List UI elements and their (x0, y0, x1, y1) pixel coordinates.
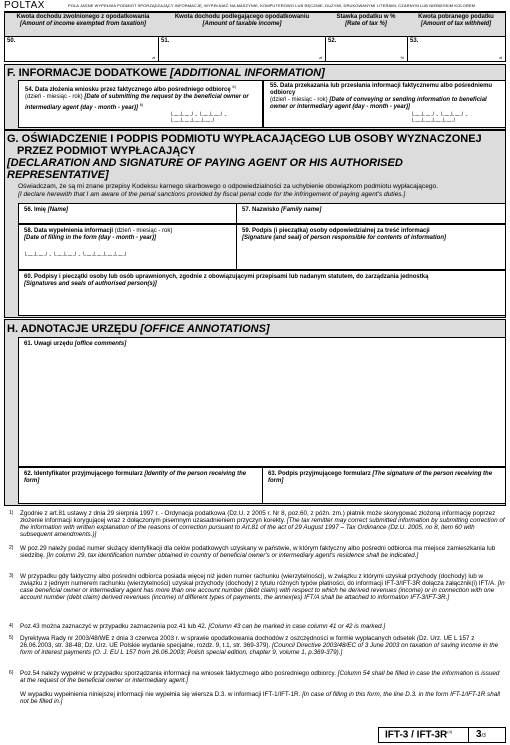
field-58-fill-date[interactable]: 58. Data wypełnienia informacji (dzień - miesiąc - rok) [Date of filling in the form (day - month - year)] └─┴─┘-└─┴─┘-└─┴─┴─┴─┘ (18, 224, 237, 270)
poltax-logo: POLTAX (4, 0, 45, 11)
section-g-statement: Oświadczam, że są mi znane przepisy Kodeksu karnego skarbowego o odpowiedzialności za uchybienie obowiązkom podmiotu wypłacającego. [I declare herewith that I am aware of the penal sanctions provided by fiscal penal code for the infringement of paying agent's duties.] (18, 183, 439, 198)
footer-page-divider (468, 727, 469, 743)
footer-page-number: 3/3 (476, 729, 486, 740)
section-g-title: G. OŚWIADCZENIE I PODPIS PODMIOTU WYPŁACAJĄCEGO LUB OSOBY WYZNACZONEJ PRZEZ PODMIOT WYPŁACAJĄCY [DECLARATION AND SIGNATURE OF PAYING AGENT OR HIS AUTHORISED REPRESENTATIVE] (7, 133, 482, 181)
field-63-receiver-signature[interactable]: 63. Podpis przyjmującego formularz [The signature of the person receiving the form] (262, 467, 506, 504)
field-61-office-comments[interactable]: 61. Uwagi urzędu [office comments] (18, 337, 506, 467)
footnote-4: 4) Poz.43 można zaznaczyć w przypadku zaznaczenia poz.41 lub 42. [Column 43 can be marked in case column 41 or 42 is marked.] (9, 623, 386, 630)
field-59-responsible-signature[interactable]: 59. Podpis (i pieczątka) osoby odpowiedzialnej za treść informacji [Signature (and seal) of person responsible for contents of information] (236, 224, 506, 270)
income-col-taxable-header: Kwota dochodu podlegającego opodatkowaniu [Amount of taxable income] (174, 14, 310, 27)
field-50-exempt-income[interactable]: 50. zł (4, 36, 159, 62)
field-53-tax-withheld[interactable]: 53. zł (407, 36, 506, 62)
field-54-request-date[interactable]: 54. Data złożenia wniosku przez faktycznego albo pośredniego odbiorcę $^{6)}$ (dzień - miesiąc - rok) [Date of submitting the request by the beneficial owner or intermediary agent (day - month - year)] $^{6)}$ └─┴─┘-└─┴─┘-└─┴─┴─┴─┘ (18, 80, 263, 128)
header-instruction: POLA JASNE WYPEŁNIA PODMIOT SPORZĄDZAJĄCY INFORMACJĘ, WYPEŁNIAĆ NA MASZYNIE, KOMPUTEROWO LUB RĘCZNIE, DUŻYMI, DRUKOWANYMI LITERAMI, CZARNYM LUB NIEBIESKIM KOLOREM (68, 3, 476, 8)
field-56-first-name[interactable]: 56. Imię [Name] (18, 203, 237, 224)
field-60-authorised-signatures[interactable]: 60. Podpisy i pieczątki osoby lub osób uprawnionych, zgodnie z obowiązującymi przepisami lub nadanym statutem, do zarządzania jednostką [Signatures and seals of authorised person(s)] (18, 270, 506, 316)
field-55-conveying-date[interactable]: 55. Data przekazania lub przesłania informacji faktycznemu albo pośredniemu odbiorcy (dzień - miesiąc - rok) [Date of conveying or sending information to beneficial owner or intermediary agent (day - month - year)] └─┴─┘-└─┴─┘-└─┴─┴─┴─┘ (263, 80, 506, 128)
footnote-2: 2) W poz.29 należy podać numer służący identyfikacji dla celów podatkowych uzyskany w państwie, w którym faktyczny albo pośredni odbiorca ma miejsce zamieszkania lub siedzibę. [In column 29, tax identification number obtained in country of beneficial owner's or intermediary agent's residence shall be indicated.] (9, 545, 496, 559)
footer-form-code: IFT-3 / IFT-$3R^{(4)}$ (385, 729, 453, 741)
field-52-tax-rate[interactable]: 52. % (325, 36, 408, 62)
field-62-receiver-id[interactable]: 62. Identyfikator przyjmującego formularz [Identity of the person receiving the form] (18, 467, 263, 504)
footnote-7: W wypadku wypełnienia niniejszej informacji nie wypełnia się wiersza D.3. w informacji IFT-1/IFT-1R. [In case of filling in this form, the line D.3. in the form IFT-1/IFT-1R shall not be filled in.] (20, 691, 501, 705)
footnote-6: 6) Poz.54 należy wypełnić w przypadku sporządzania informacji na wniosek faktycznego albo pośredniego odbiorcy. [Column 54 shall be filled in case the information is issued at the request of the beneficial owner or intermediary agent.] (9, 670, 500, 684)
field-51-taxable-income[interactable]: 51. zł (158, 36, 326, 62)
income-col-rate-header: Stawka podatku w % [Rate of tax %] (336, 14, 396, 27)
section-h-title: H. ADNOTACJE URZĘDU [OFFICE ANNOTATIONS] (7, 323, 270, 335)
footnote-5: 5) Dyrektywa Rady nr 2003/48/WE z dnia 3 czerwca 2003 r. w sprawie opodatkowania dochodów z oszczędności w formie wypłacanych odsetek (Dz. Urz. UE L 157 z 26.06.2003, str. 38-48; Dz. Urz. UE Polskie wydanie specjalne, rozdz. 9, t.1, str. 369-379). [Council Directive 2003/48/EC of 3 June 2003 on taxation of saving income in the form of interest payments (O. J. EU L 157 from 26.06.2003; Polish special edition, chapter 9, volume 1, p.369-379).] (9, 635, 499, 656)
income-col-withheld-header: Kwota pobranego podatku [Amount of tax withheld] (418, 14, 494, 27)
field-57-family-name[interactable]: 57. Nazwisko [Family name] (236, 203, 506, 224)
section-f-title: F. INFORMACJE DODATKOWE [ADDITIONAL INFORMATION] (7, 67, 325, 79)
footnote-3: 3) W przypadku gdy faktyczny albo pośredni odbiorca posiada więcej niż jeden numer rachunku (wierzytelności), w związku z którymi uzyskał przychody (dochody) lub w związku z jednym numerem rachunku (wierzytelności) uzyskał przychody (dochody) z tytułu różnych typów płatności, do informacji IFT-3/IFT-3R dołącza załącznik(i) IFT/A. [In case beneficial owner or intermediary agent has more than one account number (debt claim) with respect to which he derived revenues (income) or in connection with one account number (debt claim) derived revenues (income) of different types of payments, the annex(es) IFT/A shall be attached to information IFT-3/IFT-3R.] (9, 573, 505, 601)
income-col-exempt-header: Kwota dochodu zwolnionego z opodatkowania [Amount of income exempted from taxation] (16, 14, 150, 27)
footnote-1: 1) Zgodnie z art.81 ustawy z dnia 29 sierpnia 1997 r. - Ordynacja podatkowa (Dz.U. z 2005 r. Nr 8, poz.60, z późn. zm.) płatnik może skorygować złożoną informację poprzez złożenie informacji korygującej wraz z dołączonym pisemnym uzasadnieniem przyczyn korekty. [The tax remitter may correct submitted information by submitting correction of the information with written explanation of the reasons of correction pursuant to Art.81 of the act of 29 August 1997 – Tax Ordinance (Dz.U. 2005, no 8, item 60 with subsequent amendments.)] (9, 510, 505, 538)
